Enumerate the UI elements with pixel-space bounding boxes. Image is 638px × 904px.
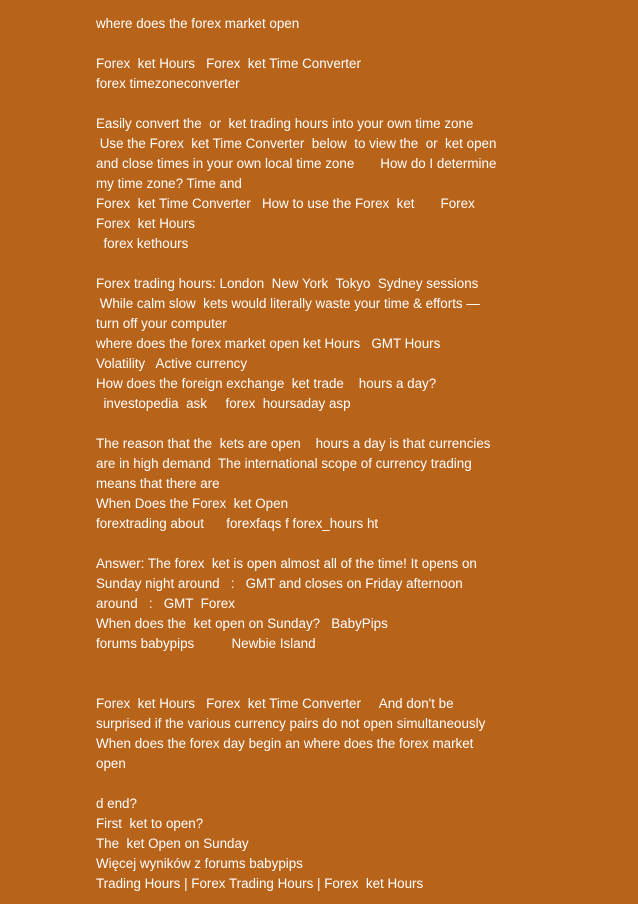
text-line: While calm slow kets would literally waste your time & efforts — (96, 296, 480, 311)
text-line: When does the forex day begin an where does the forex market (96, 736, 474, 751)
text-line: forextrading about forexfaqs f forex_hours ht (96, 516, 379, 531)
text-line: First ket to open? (96, 816, 204, 831)
text-line: means that there are (96, 476, 220, 491)
paragraph-spacer (96, 94, 616, 114)
text-line: Forex ket Hours Forex ket Time Converter And don't be (96, 696, 454, 711)
text-line: Forex ket Hours Forex ket Time Converter (96, 56, 361, 71)
text-line: When does the ket open on Sunday? BabyPips (96, 616, 388, 631)
text-line: d end? (96, 796, 137, 811)
text-line: How does the foreign exchange ket trade hours a day? (96, 376, 437, 391)
text-line: Trading Hours | Forex Trading Hours | Forex ket Hours (96, 876, 424, 891)
text-line: When Does the Forex ket Open (96, 496, 289, 511)
paragraph-spacer (96, 34, 616, 54)
text-line: Use the Forex ket Time Converter below to view the or ket open (96, 136, 497, 151)
text-line: surprised if the various currency pairs do not open simultaneously (96, 716, 486, 731)
paragraph-7 (96, 694, 616, 774)
text-line: Easily convert the or ket trading hours into your own time zone (96, 116, 474, 131)
paragraph-spacer (96, 534, 616, 554)
text-line: where does the forex market open ket Hours GMT Hours (96, 336, 441, 351)
paragraph-8 (96, 794, 616, 894)
text-line: open (96, 756, 126, 771)
text-line: forums babypips Newbie Island (96, 636, 316, 651)
paragraph-3 (96, 114, 616, 254)
text-line: The ket Open on Sunday (96, 836, 249, 851)
text-line: investopedia ask forex hoursaday asp (96, 396, 351, 411)
paragraph-5 (96, 434, 616, 534)
paragraph-spacer (96, 774, 616, 794)
text-line: Sunday night around : GMT and closes on Friday afternoon (96, 576, 463, 591)
text-line: Forex ket Hours (96, 216, 195, 231)
text-line: and close times in your own local time zone How do I determine (96, 156, 497, 171)
document-page (96, 14, 616, 894)
text-line: Answer: The forex ket is open almost all of the time! It opens on (96, 556, 477, 571)
text-line: forex timezoneconverter (96, 76, 240, 91)
text-line: turn off your computer (96, 316, 227, 331)
text-line: around : GMT Forex (96, 596, 235, 611)
text-line: Forex ket Time Converter How to use the Forex ket Forex (96, 196, 475, 211)
paragraph-spacer (96, 654, 616, 694)
paragraph-1 (96, 14, 616, 34)
text-line: Więcej wyników z forums babypips (96, 856, 303, 871)
text-line: are in high demand The international scope of currency trading (96, 456, 472, 471)
paragraph-spacer (96, 254, 616, 274)
text-line: Forex trading hours: London New York Tokyo Sydney sessions (96, 276, 479, 291)
text-line: where does the forex market open (96, 16, 300, 31)
text-line: forex kethours (96, 236, 189, 251)
paragraph-6 (96, 554, 616, 654)
text-line: my time zone? Time and (96, 176, 242, 191)
paragraph-2 (96, 54, 616, 94)
text-line: The reason that the kets are open hours a day is that currencies (96, 436, 491, 451)
paragraph-4 (96, 274, 616, 414)
text-line: Volatility Active currency (96, 356, 248, 371)
paragraph-spacer (96, 414, 616, 434)
